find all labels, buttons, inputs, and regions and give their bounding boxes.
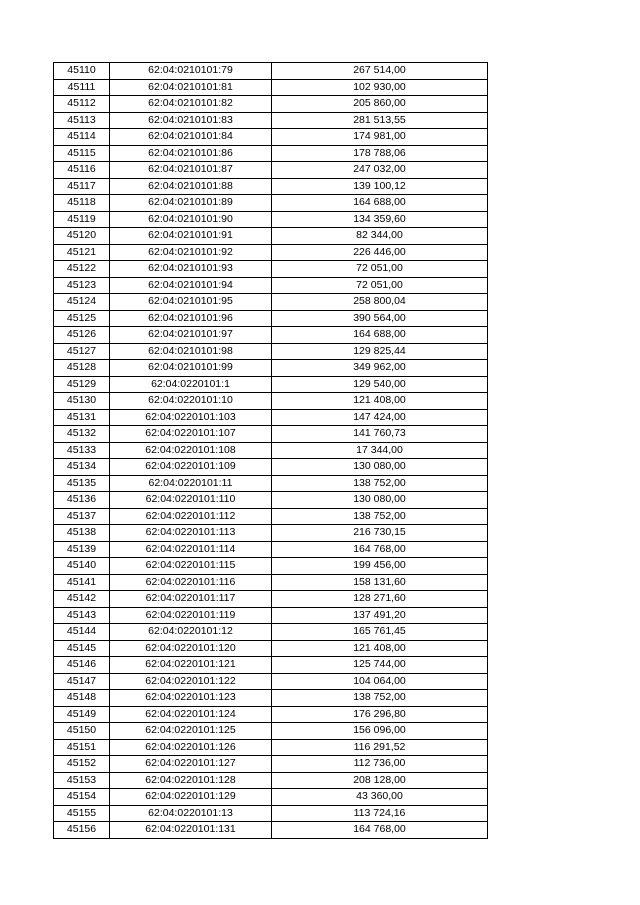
row-number-cell: 45143	[54, 607, 110, 624]
cadastral-value-cell: 129 825,44	[272, 343, 488, 360]
table-row	[54, 805, 488, 822]
table-row	[54, 673, 488, 690]
table-row	[54, 393, 488, 410]
cadastral-value-cell: 134 359,60	[272, 211, 488, 228]
table-row	[54, 739, 488, 756]
table-row	[54, 772, 488, 789]
cadastral-value-cell: 112 736,00	[272, 756, 488, 773]
cadastral-value-cell: 130 080,00	[272, 459, 488, 476]
cadastral-number-cell: 62:04:0210101:82	[110, 96, 272, 113]
cadastral-number-cell: 62:04:0220101:107	[110, 426, 272, 443]
cadastral-number-cell: 62:04:0210101:79	[110, 63, 272, 80]
cadastral-value-cell: 116 291,52	[272, 739, 488, 756]
row-number-cell: 45154	[54, 789, 110, 806]
row-number-cell: 45112	[54, 96, 110, 113]
row-number-cell: 45152	[54, 756, 110, 773]
cadastral-value-cell: 216 730,15	[272, 525, 488, 542]
cadastral-value-cell: 164 768,00	[272, 822, 488, 839]
cadastral-value-cell: 158 131,60	[272, 574, 488, 591]
cadastral-value-cell: 349 962,00	[272, 360, 488, 377]
row-number-cell: 45142	[54, 591, 110, 608]
row-number-cell: 45128	[54, 360, 110, 377]
row-number-cell: 45126	[54, 327, 110, 344]
row-number-cell: 45121	[54, 244, 110, 261]
cadastral-value-cell: 121 408,00	[272, 393, 488, 410]
cadastral-value-table	[53, 62, 488, 839]
cadastral-number-cell: 62:04:0220101:112	[110, 508, 272, 525]
cadastral-value-cell: 258 800,04	[272, 294, 488, 311]
row-number-cell: 45115	[54, 145, 110, 162]
table-row	[54, 574, 488, 591]
cadastral-number-cell: 62:04:0210101:96	[110, 310, 272, 327]
cadastral-value-cell: 164 688,00	[272, 327, 488, 344]
row-number-cell: 45144	[54, 624, 110, 641]
table-row	[54, 558, 488, 575]
row-number-cell: 45134	[54, 459, 110, 476]
cadastral-value-cell: 156 096,00	[272, 723, 488, 740]
cadastral-number-cell: 62:04:0220101:121	[110, 657, 272, 674]
row-number-cell: 45110	[54, 63, 110, 80]
table-row	[54, 822, 488, 839]
cadastral-number-cell: 62:04:0220101:122	[110, 673, 272, 690]
cadastral-value-cell: 128 271,60	[272, 591, 488, 608]
cadastral-number-cell: 62:04:0210101:90	[110, 211, 272, 228]
row-number-cell: 45140	[54, 558, 110, 575]
cadastral-value-cell: 164 768,00	[272, 541, 488, 558]
row-number-cell: 45120	[54, 228, 110, 245]
row-number-cell: 45138	[54, 525, 110, 542]
cadastral-value-cell: 130 080,00	[272, 492, 488, 509]
cadastral-number-cell: 62:04:0210101:84	[110, 129, 272, 146]
table-body	[54, 63, 488, 839]
cadastral-value-cell: 72 051,00	[272, 261, 488, 278]
table-row	[54, 640, 488, 657]
cadastral-value-cell: 104 064,00	[272, 673, 488, 690]
cadastral-number-cell: 62:04:0220101:113	[110, 525, 272, 542]
cadastral-number-cell: 62:04:0220101:131	[110, 822, 272, 839]
cadastral-value-cell: 139 100,12	[272, 178, 488, 195]
cadastral-number-cell: 62:04:0210101:98	[110, 343, 272, 360]
cadastral-value-cell: 138 752,00	[272, 508, 488, 525]
table-row	[54, 195, 488, 212]
cadastral-number-cell: 62:04:0210101:97	[110, 327, 272, 344]
cadastral-number-cell: 62:04:0210101:81	[110, 79, 272, 96]
cadastral-number-cell: 62:04:0220101:114	[110, 541, 272, 558]
row-number-cell: 45137	[54, 508, 110, 525]
table-row	[54, 343, 488, 360]
table-row	[54, 426, 488, 443]
row-number-cell: 45113	[54, 112, 110, 129]
table-row	[54, 607, 488, 624]
table-row	[54, 591, 488, 608]
row-number-cell: 45151	[54, 739, 110, 756]
table-row	[54, 492, 488, 509]
table-row	[54, 178, 488, 195]
cadastral-value-cell: 281 513,55	[272, 112, 488, 129]
row-number-cell: 45135	[54, 475, 110, 492]
table-row	[54, 261, 488, 278]
cadastral-number-cell: 62:04:0210101:83	[110, 112, 272, 129]
table-row	[54, 63, 488, 80]
table-row	[54, 475, 488, 492]
table-row	[54, 508, 488, 525]
table-row	[54, 541, 488, 558]
cadastral-value-cell: 102 930,00	[272, 79, 488, 96]
cadastral-number-cell: 62:04:0220101:117	[110, 591, 272, 608]
table-row	[54, 442, 488, 459]
table-row	[54, 690, 488, 707]
row-number-cell: 45139	[54, 541, 110, 558]
cadastral-value-cell: 138 752,00	[272, 475, 488, 492]
cadastral-number-cell: 62:04:0220101:110	[110, 492, 272, 509]
row-number-cell: 45118	[54, 195, 110, 212]
cadastral-value-cell: 141 760,73	[272, 426, 488, 443]
row-number-cell: 45150	[54, 723, 110, 740]
table-row	[54, 525, 488, 542]
table-row	[54, 79, 488, 96]
cadastral-number-cell: 62:04:0220101:125	[110, 723, 272, 740]
row-number-cell: 45127	[54, 343, 110, 360]
cadastral-number-cell: 62:04:0210101:86	[110, 145, 272, 162]
row-number-cell: 45133	[54, 442, 110, 459]
cadastral-number-cell: 62:04:0220101:10	[110, 393, 272, 410]
row-number-cell: 45149	[54, 706, 110, 723]
cadastral-number-cell: 62:04:0220101:120	[110, 640, 272, 657]
cadastral-value-cell: 72 051,00	[272, 277, 488, 294]
table-row	[54, 277, 488, 294]
table-row	[54, 459, 488, 476]
row-number-cell: 45132	[54, 426, 110, 443]
cadastral-number-cell: 62:04:0220101:11	[110, 475, 272, 492]
cadastral-number-cell: 62:04:0220101:128	[110, 772, 272, 789]
table-row	[54, 96, 488, 113]
cadastral-number-cell: 62:04:0220101:126	[110, 739, 272, 756]
cadastral-value-cell: 82 344,00	[272, 228, 488, 245]
cadastral-value-cell: 178 788,06	[272, 145, 488, 162]
table-row	[54, 145, 488, 162]
table-row	[54, 723, 488, 740]
cadastral-value-cell: 247 032,00	[272, 162, 488, 179]
cadastral-value-cell: 125 744,00	[272, 657, 488, 674]
cadastral-value-cell: 164 688,00	[272, 195, 488, 212]
row-number-cell: 45130	[54, 393, 110, 410]
cadastral-value-cell: 267 514,00	[272, 63, 488, 80]
row-number-cell: 45129	[54, 376, 110, 393]
row-number-cell: 45123	[54, 277, 110, 294]
cadastral-value-cell: 113 724,16	[272, 805, 488, 822]
row-number-cell: 45122	[54, 261, 110, 278]
cadastral-value-cell: 147 424,00	[272, 409, 488, 426]
cadastral-number-cell: 62:04:0210101:93	[110, 261, 272, 278]
row-number-cell: 45136	[54, 492, 110, 509]
cadastral-value-cell: 137 491,20	[272, 607, 488, 624]
cadastral-number-cell: 62:04:0210101:94	[110, 277, 272, 294]
cadastral-number-cell: 62:04:0220101:129	[110, 789, 272, 806]
table-row	[54, 706, 488, 723]
cadastral-number-cell: 62:04:0220101:124	[110, 706, 272, 723]
table-row	[54, 376, 488, 393]
row-number-cell: 45156	[54, 822, 110, 839]
table-row	[54, 624, 488, 641]
cadastral-number-cell: 62:04:0210101:88	[110, 178, 272, 195]
cadastral-number-cell: 62:04:0210101:95	[110, 294, 272, 311]
row-number-cell: 45146	[54, 657, 110, 674]
cadastral-value-cell: 226 446,00	[272, 244, 488, 261]
cadastral-number-cell: 62:04:0220101:103	[110, 409, 272, 426]
row-number-cell: 45125	[54, 310, 110, 327]
cadastral-value-cell: 138 752,00	[272, 690, 488, 707]
row-number-cell: 45153	[54, 772, 110, 789]
cadastral-number-cell: 62:04:0210101:91	[110, 228, 272, 245]
cadastral-value-cell: 390 564,00	[272, 310, 488, 327]
cadastral-number-cell: 62:04:0220101:109	[110, 459, 272, 476]
cadastral-value-cell: 17 344,00	[272, 442, 488, 459]
table-row	[54, 789, 488, 806]
table-row	[54, 409, 488, 426]
table-row	[54, 228, 488, 245]
cadastral-value-cell: 129 540,00	[272, 376, 488, 393]
table-row	[54, 129, 488, 146]
cadastral-number-cell: 62:04:0220101:1	[110, 376, 272, 393]
table-row	[54, 211, 488, 228]
cadastral-value-cell: 165 761,45	[272, 624, 488, 641]
cadastral-value-cell: 199 456,00	[272, 558, 488, 575]
table-row	[54, 294, 488, 311]
cadastral-number-cell: 62:04:0210101:92	[110, 244, 272, 261]
cadastral-number-cell: 62:04:0210101:89	[110, 195, 272, 212]
row-number-cell: 45117	[54, 178, 110, 195]
cadastral-number-cell: 62:04:0220101:13	[110, 805, 272, 822]
cadastral-number-cell: 62:04:0220101:12	[110, 624, 272, 641]
cadastral-number-cell: 62:04:0220101:115	[110, 558, 272, 575]
row-number-cell: 45111	[54, 79, 110, 96]
table-row	[54, 162, 488, 179]
cadastral-value-cell: 208 128,00	[272, 772, 488, 789]
row-number-cell: 45155	[54, 805, 110, 822]
cadastral-number-cell: 62:04:0220101:119	[110, 607, 272, 624]
table-row	[54, 327, 488, 344]
row-number-cell: 45116	[54, 162, 110, 179]
table-row	[54, 756, 488, 773]
row-number-cell: 45119	[54, 211, 110, 228]
table-row	[54, 112, 488, 129]
cadastral-number-cell: 62:04:0220101:108	[110, 442, 272, 459]
row-number-cell: 45145	[54, 640, 110, 657]
table-row	[54, 244, 488, 261]
cadastral-number-cell: 62:04:0220101:116	[110, 574, 272, 591]
cadastral-number-cell: 62:04:0210101:99	[110, 360, 272, 377]
table-row	[54, 310, 488, 327]
cadastral-value-cell: 205 860,00	[272, 96, 488, 113]
cadastral-value-cell: 43 360,00	[272, 789, 488, 806]
cadastral-number-cell: 62:04:0210101:87	[110, 162, 272, 179]
row-number-cell: 45114	[54, 129, 110, 146]
row-number-cell: 45124	[54, 294, 110, 311]
row-number-cell: 45148	[54, 690, 110, 707]
row-number-cell: 45141	[54, 574, 110, 591]
cadastral-number-cell: 62:04:0220101:123	[110, 690, 272, 707]
table-row	[54, 657, 488, 674]
row-number-cell: 45131	[54, 409, 110, 426]
row-number-cell: 45147	[54, 673, 110, 690]
table-row	[54, 360, 488, 377]
cadastral-value-cell: 176 296,80	[272, 706, 488, 723]
cadastral-value-cell: 121 408,00	[272, 640, 488, 657]
cadastral-number-cell: 62:04:0220101:127	[110, 756, 272, 773]
cadastral-value-cell: 174 981,00	[272, 129, 488, 146]
